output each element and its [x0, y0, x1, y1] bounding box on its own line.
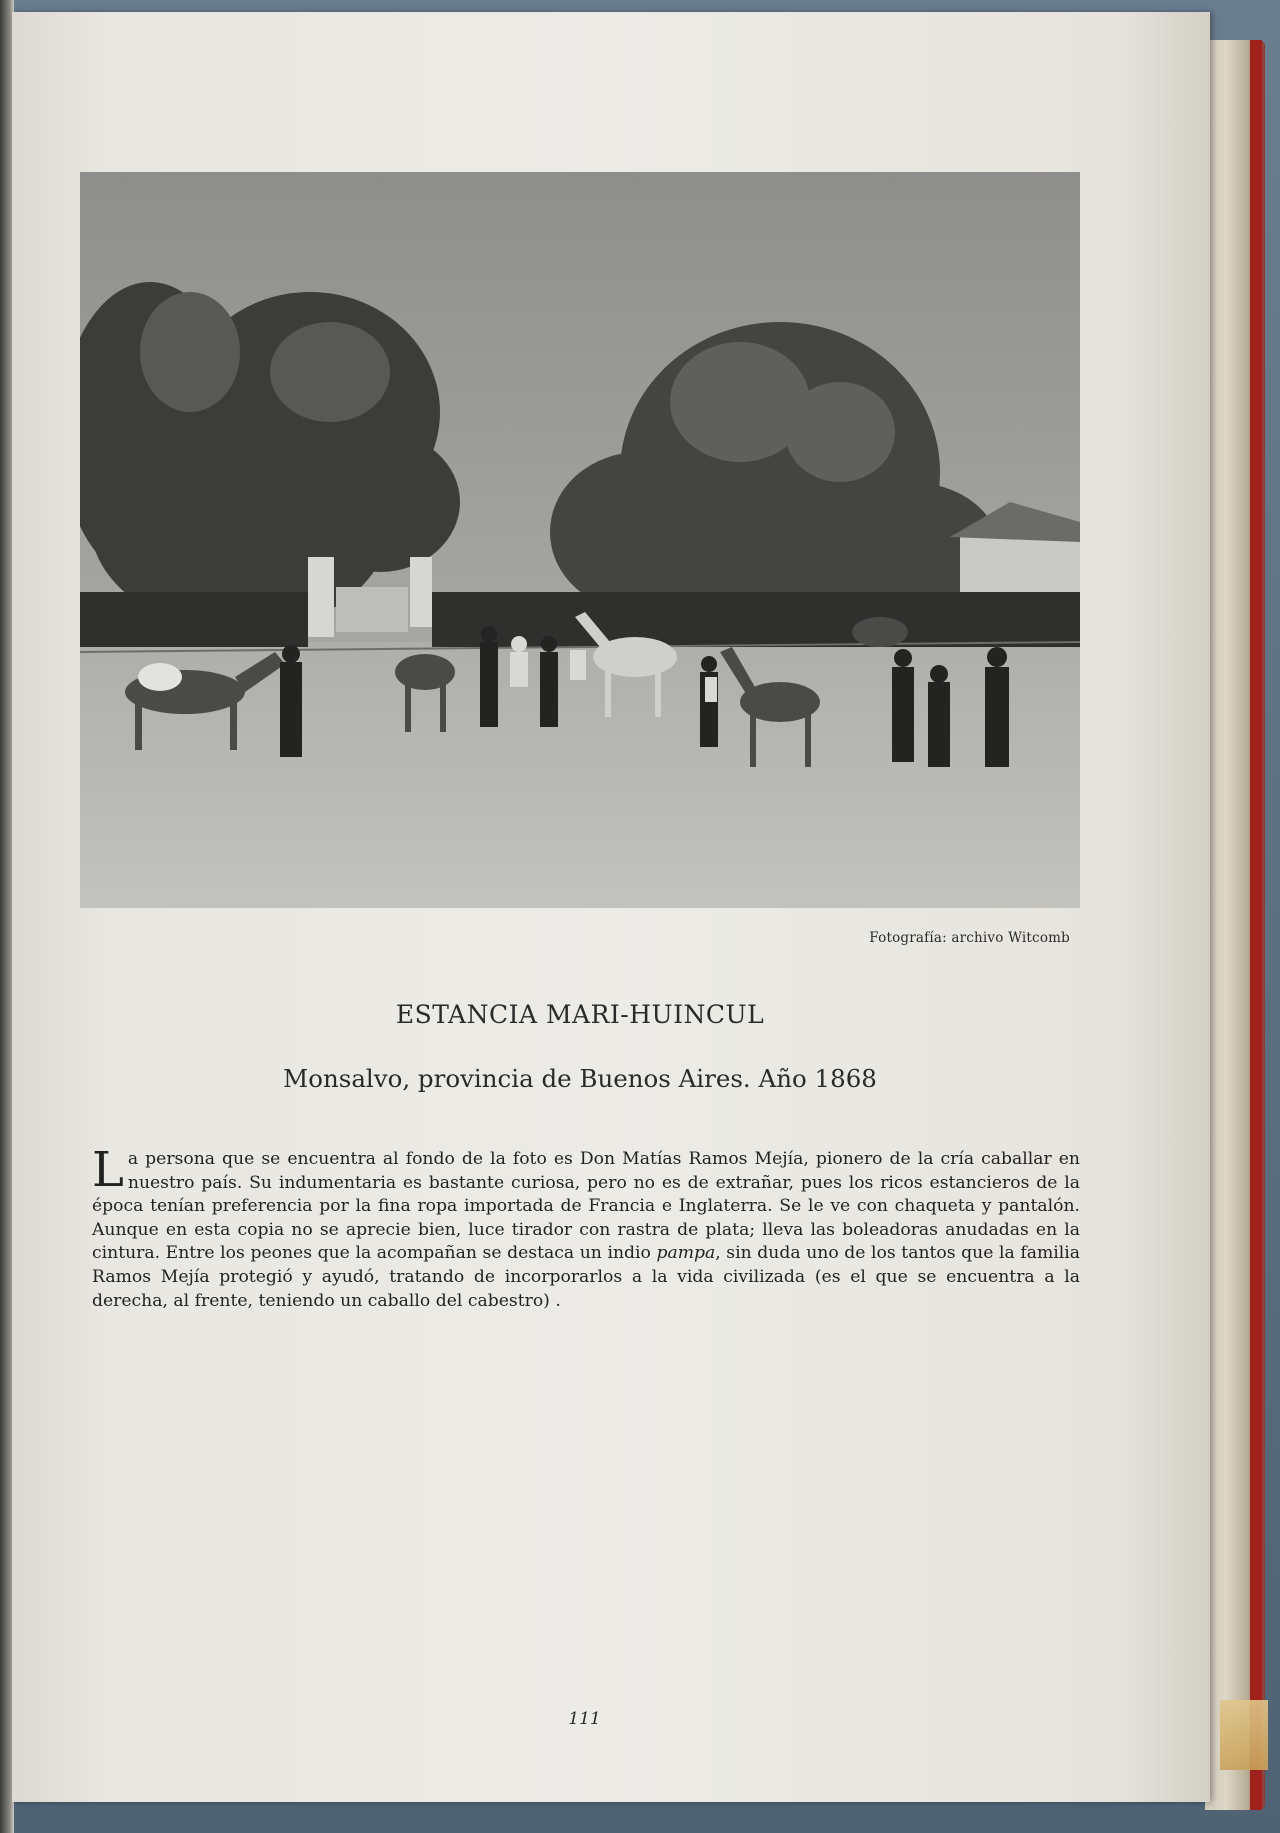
photo-illustration	[80, 172, 1080, 908]
article-body	[92, 1142, 1080, 1313]
page-number: 111	[568, 1709, 601, 1729]
historical-photograph	[80, 172, 1080, 908]
drop-cap: L	[92, 1142, 124, 1198]
photo-credit: Fotografía: archivo Witcomb	[869, 930, 1070, 946]
body-text-italic: pampa	[656, 1243, 716, 1264]
article-subtitle: Monsalvo, provincia de Buenos Aires. Año 1868	[283, 1064, 877, 1093]
tape-strip	[1220, 1700, 1268, 1770]
book-cover-red-spine	[1250, 40, 1262, 1810]
book-page	[12, 12, 1210, 1802]
body-text-end: , sin duda uno de los tantos que la familia Ramos Mejía protegió y ayudó, tratando de incorporarlos a la vida civilizada (es el que se encuentra a la derecha, al frente, teniendo un caballo del cabestro) .	[92, 1243, 1080, 1311]
body-text-start: a persona que se encuentra al fondo de la foto es Don Matías Ramos Mejía, pionero de la cría caballar en nuestro país. Su indumentaria es bastante curiosa, pero no es de extrañar, pues los ricos estancieros de la época tenían preferencia por la fina ropa importada de Francia e Inglaterra. Se le ve con chaqueta y pantalón. Aunque en esta copia no se aprecie bien, luce tirador con rastra de plata; lleva las boleadoras anudadas en la cintura. Entre los peones que la acompañan se destaca un indio	[92, 1149, 1080, 1264]
article-title: ESTANCIA MARI-HUINCUL	[395, 1000, 765, 1029]
